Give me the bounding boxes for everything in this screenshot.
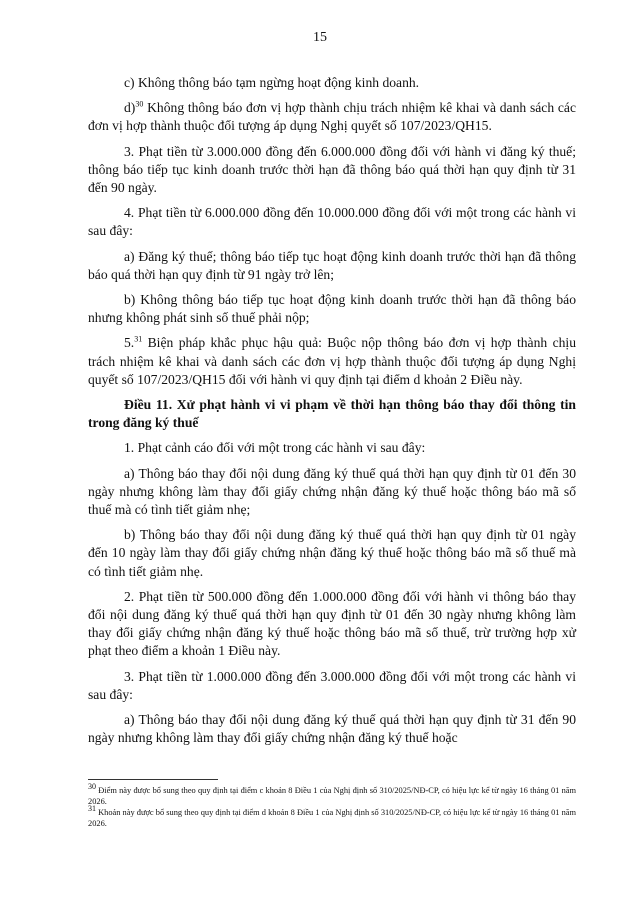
paragraph (88, 74, 576, 92)
document-body (88, 74, 576, 755)
paragraph (88, 439, 576, 457)
paragraph-text: 4. Phạt tiền từ 6.000.000 đồng đến 10.000.000 đồng đối với một trong các hành vi sau đây: (88, 205, 576, 239)
paragraph-marker: 5. (124, 335, 135, 351)
footnote-ref[interactable]: 30 (135, 99, 144, 109)
paragraph (88, 668, 576, 704)
footnote (88, 804, 576, 829)
footnotes (88, 779, 576, 829)
paragraph (88, 588, 576, 661)
footnote-number: 30 (88, 782, 96, 792)
paragraph (88, 465, 576, 520)
paragraph (88, 334, 576, 389)
paragraph-text: 2. Phạt tiền từ 500.000 đồng đến 1.000.000 đồng đối với hành vi thông báo thay đổi nội dung đăng ký thuế quá thời hạn quy định từ 01 đến 30 ngày nhưng không làm thay đổi giấy chứng nhận đăng ký thuế hoặc thông báo mã số thuế, trừ trường hợp xử phạt theo điểm a khoản 1 Điều này. (88, 588, 576, 659)
paragraph (88, 291, 576, 327)
paragraph-text: Không thông báo đơn vị hợp thành chịu trách nhiệm kê khai và danh sách các đơn vị hợp thành thuộc đối tượng áp dụng Nghị quyết số 107/2023/QH15. (88, 100, 576, 134)
footnote (88, 782, 576, 807)
footnote-list (88, 782, 576, 829)
footnote-text: Điểm này được bổ sung theo quy định tại điểm c khoản 8 Điều 1 của Nghị định số 310/2025/NĐ-CP, có hiệu lực kể từ ngày 16 tháng 01 năm 2026. (88, 786, 576, 806)
paragraph (88, 99, 576, 135)
paragraph (88, 711, 576, 747)
page-number: 15 (313, 30, 327, 45)
paragraph-text: 1. Phạt cảnh cáo đối với một trong các hành vi sau đây: (124, 440, 426, 456)
paragraph-text: b) Thông báo thay đổi nội dung đăng ký thuế quá thời hạn quy định từ 01 ngày đến 10 ngày làm thay đổi giấy chứng nhận đăng ký thuế hoặc thông báo mã số thuế mà có tình tiết giảm nhẹ. (88, 527, 576, 579)
footnote-ref[interactable]: 31 (134, 334, 143, 344)
paragraph-text: a) Đăng ký thuế; thông báo tiếp tục hoạt động kinh doanh trước thời hạn đã thông báo quá thời hạn quy định từ 91 ngày trở lên; (88, 248, 576, 282)
paragraph-text: c) Không thông báo tạm ngừng hoạt động kinh doanh. (124, 75, 420, 90)
paragraph (88, 526, 576, 581)
paragraph (88, 143, 576, 198)
article-heading (88, 396, 576, 432)
paragraph (88, 204, 576, 240)
footnote-divider (88, 779, 218, 780)
paragraph-marker: d) (124, 100, 136, 116)
paragraph (88, 248, 576, 284)
paragraph-text: 3. Phạt tiền từ 1.000.000 đồng đến 3.000.000 đồng đối với một trong các hành vi sau đây: (88, 668, 576, 702)
paragraph-text: Điều 11. Xử phạt hành vi vi phạm về thời hạn thông báo thay đổi thông tin trong đăng ký thuế (88, 397, 576, 431)
paragraph-text: a) Thông báo thay đổi nội dung đăng ký thuế quá thời hạn quy định từ 01 đến 30 ngày nhưng không làm thay đổi giấy chứng nhận đăng ký thuế hoặc thông báo mã số thuế mà có tình tiết giảm nhẹ; (88, 465, 576, 518)
paragraph-text: a) Thông báo thay đổi nội dung đăng ký thuế quá thời hạn quy định từ 31 đến 90 ngày nhưng không làm thay đổi giấy chứng nhận đăng ký thuế hoặc (88, 712, 576, 746)
paragraph-text: b) Không thông báo tiếp tục hoạt động kinh doanh trước thời hạn đã thông báo nhưng không phát sinh số thuế phải nộp; (88, 292, 576, 326)
paragraph-text: 3. Phạt tiền từ 3.000.000 đồng đến 6.000.000 đồng đối với hành vi đăng ký thuế; thông báo tiếp tục kinh doanh trước thời hạn đã thông báo quá thời hạn quy định từ 31 đến 90 ngày. (88, 143, 576, 196)
footnote-text: Khoản này được bổ sung theo quy định tại điểm d khoản 8 Điều 1 của Nghị định số 310/2025/NĐ-CP, có hiệu lực kể từ ngày 16 tháng 01 năm 2026. (88, 808, 576, 828)
paragraph-text: Biện pháp khắc phục hậu quả: Buộc nộp thông báo đơn vị hợp thành chịu trách nhiệm kê khai và danh sách các đơn vị hợp thành thuộc đối tượng áp dụng Nghị quyết số 107/2023/QH15 đối với hành vi quy định tại điểm d khoản 2 Điều này. (88, 335, 576, 387)
footnote-number: 31 (88, 804, 96, 814)
